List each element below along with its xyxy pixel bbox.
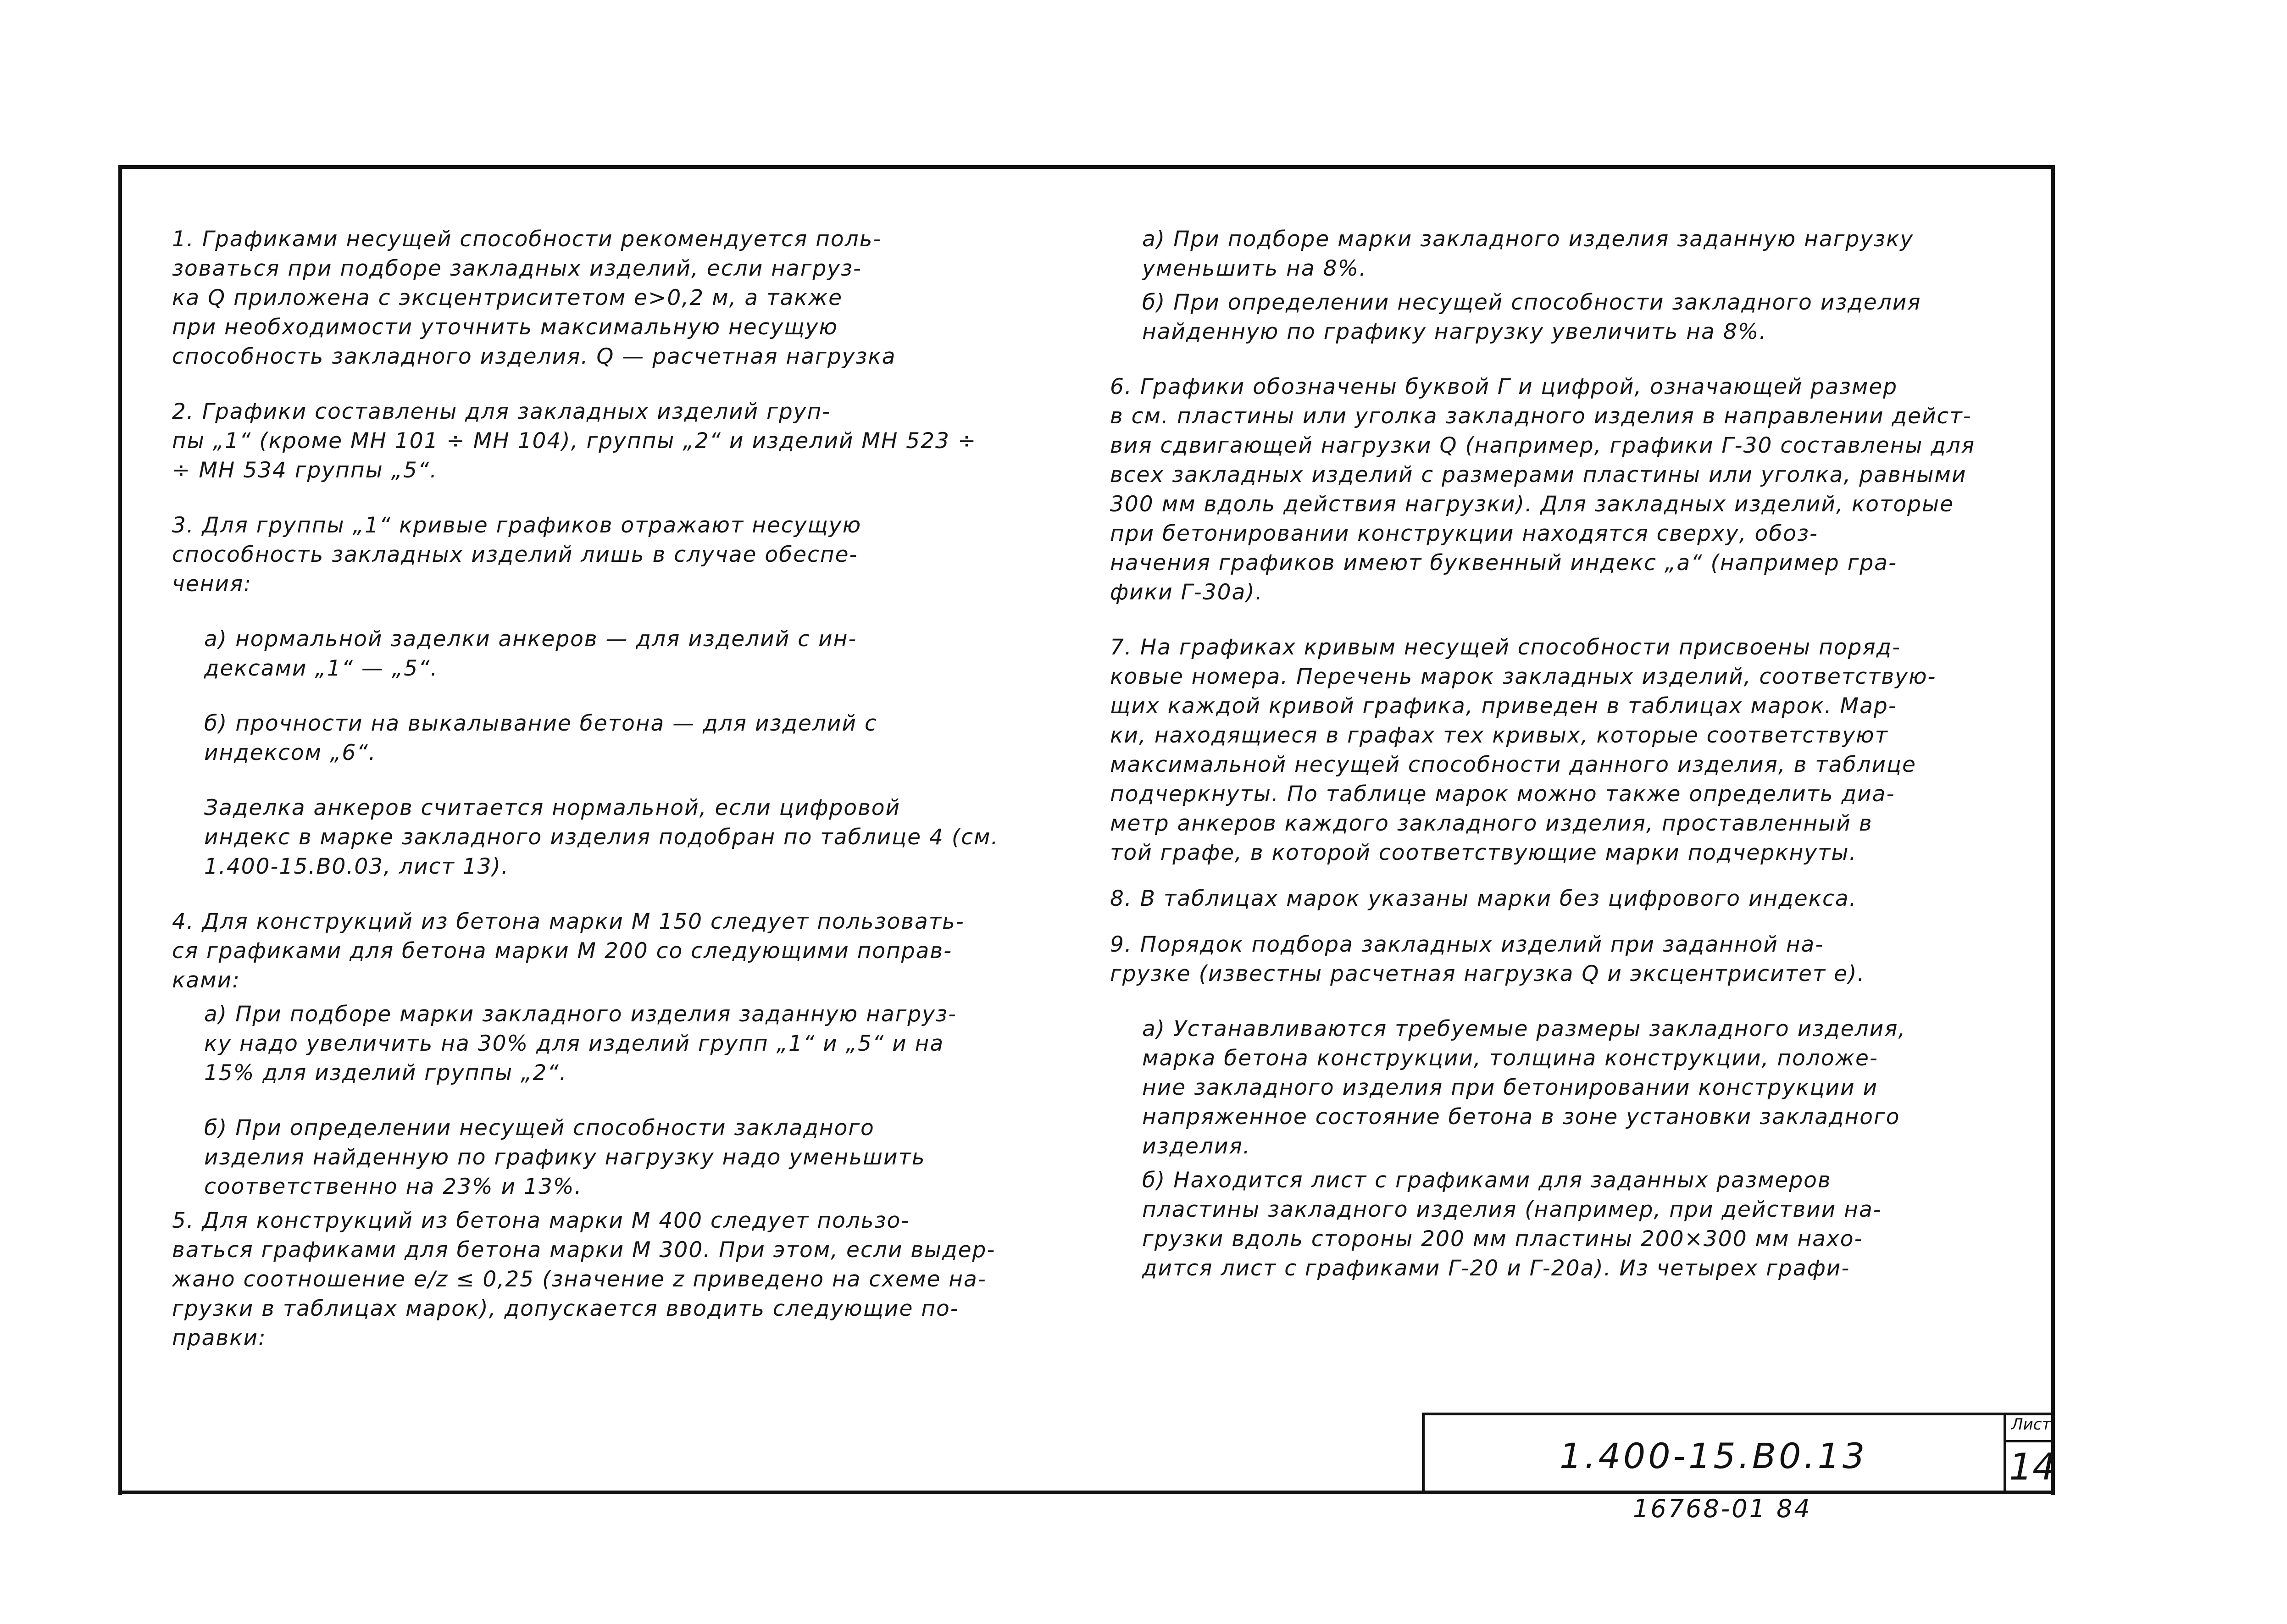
- note-5: 5. Для конструкций из бетона марки М 400 следует пользо- ваться графиками для бетона марки М 300. При этом, если выдер- жано соотношение e/z ≤ 0,25 (значение z приведено на схеме на- грузки в таблицах марок), допускается вводить следующие по- правки:: [172, 1208, 996, 1351]
- title-block-left-line: [1422, 1413, 1425, 1494]
- title-block-sheet-label-divider: [2004, 1440, 2055, 1442]
- note-8: 8. В таблицах марок указаны марки без цифрового индекса.: [1110, 886, 1857, 911]
- title-block: [1422, 1413, 2055, 1494]
- inventory-number: 16768-01 84: [1633, 1494, 1812, 1523]
- sheet-label: Лист: [2011, 1415, 2051, 1434]
- frame-top-border: [118, 165, 2055, 169]
- note-3a: а) нормальной заделки анкеров — для изделий с ин- дексами „1“ — „5“.: [204, 626, 857, 681]
- notes-left-column: [172, 225, 1071, 1353]
- note-5b: б) При определении несущей способности закладного изделия найденную по графику нагрузку увеличить на 8%.: [1142, 290, 1921, 344]
- note-3-anchorage: Заделка анкеров считается нормальной, если цифровой индекс в марке закладного изделия подобран по таблице 4 (см. 1.400-15.В0.03, лист 13).: [204, 795, 999, 879]
- frame-right-border: [2051, 165, 2055, 1495]
- title-block-top-line: [1422, 1413, 2055, 1415]
- document-code: 1.400-15.В0.13: [1560, 1436, 1868, 1476]
- note-7: 7. На графиках кривым несущей способности присвоены поряд- ковые номера. Перечень марок закладных изделий, соответствую- щих каждой кривой графика, приведен в таблицах марок. Мар- ки, находящиеся в графах тех кривых, которые соответствуют максимальной несущей способности данного изделия, в таблице подчеркнуты. По таблице марок можно также определить диа- метр анкеров каждого закладного изделия, проставленный в той графе, в которой соответствующие марки подчеркнуты.: [1110, 635, 1937, 865]
- title-block-sheet-divider: [2004, 1413, 2006, 1494]
- note-5a: а) При подборе марки закладного изделия заданную нагрузку уменьшить на 8%.: [1142, 227, 1914, 281]
- note-1: 1. Графиками несущей способности рекомендуется поль- зоваться при подборе закладных изделий, если нагруз- ка Q приложена с эксцентриситетом e>0,2 м, а также при необходимости уточнить максимальную несущую способность закладного изделия. Q — расчетная нагрузка: [172, 227, 896, 369]
- note-4a: а) При подборе марки закладного изделия заданную нагруз- ку надо увеличить на 30% для изделий групп „1“ и „5“ и на 15% для изделий группы „2“.: [204, 1002, 957, 1086]
- note-9: 9. Порядок подбора закладных изделий при заданной на- грузке (известны расчетная нагрузка Q и эксцентриситет e).: [1110, 932, 1865, 987]
- sheet-number: 14: [2009, 1446, 2056, 1488]
- note-4: 4. Для конструкций из бетона марки М 150 следует пользовать- ся графиками для бетона марки М 200 со следующими поправ- ками:: [172, 909, 965, 993]
- note-3b: б) прочности на выкалывание бетона — для изделий с индексом „6“.: [204, 711, 877, 765]
- note-4b: б) При определении несущей способности закладного изделия найденную по графику нагрузку надо уменьшить соответственно на 23% и 13%.: [204, 1115, 926, 1199]
- note-6: 6. Графики обозначены буквой Г и цифрой, означающей размер в см. пластины или уголка закладного изделия в направлении дейст- вия сдвигающей нагрузки Q (например, графики Г-30 составлены для всех закладных изделий с размерами пластины или уголка, равными 300 мм вдоль действия нагрузки). Для закладных изделий, которые при бетонировании конструкции находятся сверху, обоз- начения графиков имеют буквенный индекс „а“ (например гра- фики Г-30а).: [1110, 374, 1976, 605]
- frame-left-border: [118, 165, 122, 1495]
- note-9b: б) Находится лист с графиками для заданных размеров пластины закладного изделия (например, при действии на- грузки вдоль стороны 200 мм пластины 200×300 мм нахо- дится лист с графиками Г-20 и Г-20а). Из четырех графи-: [1142, 1168, 1882, 1281]
- note-3: 3. Для группы „1“ кривые графиков отражают несущую способность закладных изделий лишь в случае обеспе- чения:: [172, 513, 862, 597]
- note-9a: а) Устанавливаются требуемые размеры закладного изделия, марка бетона конструкции, толщина конструкции, положе- ние закладного изделия при бетонировании конструкции и напряженное состояние бетона в зоне установки закладного изделия.: [1142, 1016, 1906, 1159]
- notes-right-column: [1110, 225, 1982, 1283]
- note-2: 2. Графики составлены для закладных изделий груп- пы „1“ (кроме МН 101 ÷ МН 104), группы „2“ и изделий МН 523 ÷ ÷ МН 534 группы „5“.: [172, 399, 977, 483]
